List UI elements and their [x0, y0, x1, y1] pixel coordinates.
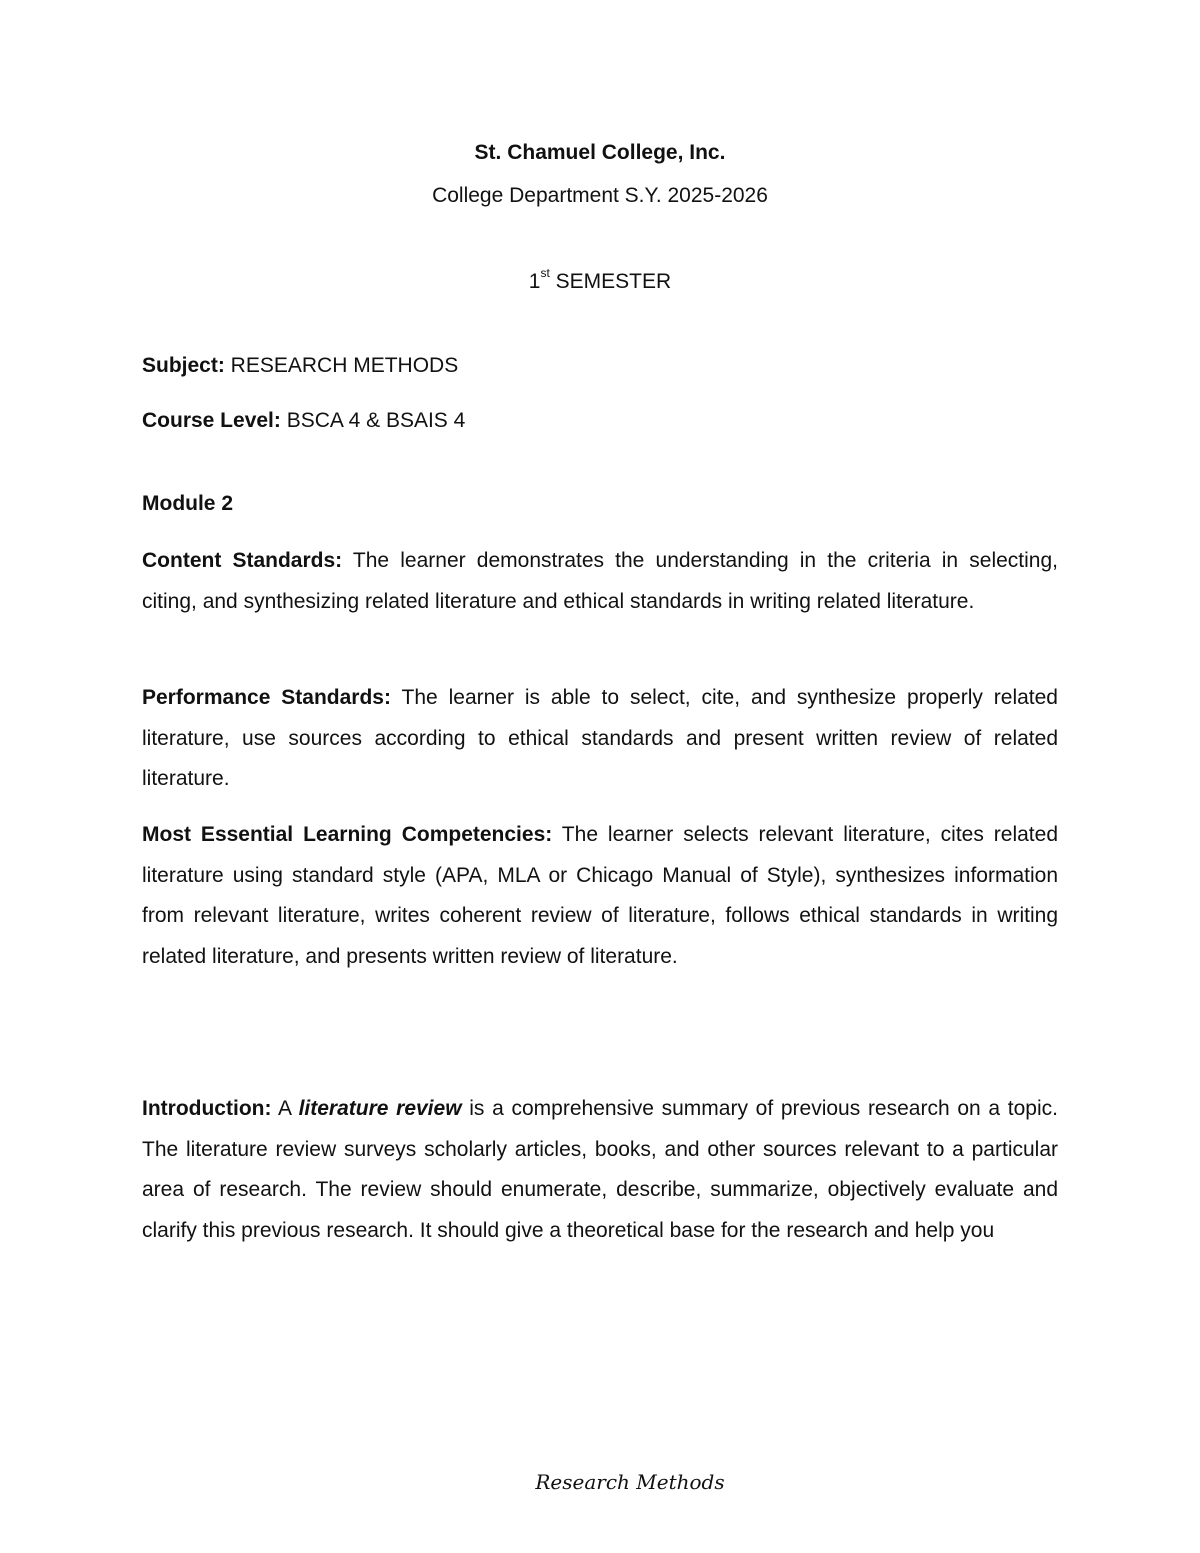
course-level-value: BSCA 4 & BSAIS 4 [280, 409, 466, 432]
introduction-paragraph [142, 1089, 1058, 1252]
department-line: College Department S.Y. 2025-2026 [432, 184, 768, 207]
introduction-text-before: A [271, 1097, 299, 1120]
content-standards-text: The learner demonstrates the understanding in the criteria in selecting, citing, and synthesizing related literature and ethical standards in writing related literature. [142, 549, 1058, 613]
course-level-label: Course Level: [142, 409, 281, 432]
melc-label: Most Essential Learning Competencies: [142, 823, 553, 846]
subject-line [142, 354, 1058, 378]
semester-suffix: st [540, 266, 550, 280]
page-footer: Research Methods [535, 1470, 725, 1494]
performance-standards-paragraph [142, 678, 1058, 800]
module-title: Module 2 [142, 492, 234, 515]
semester-line [0, 266, 1200, 294]
introduction-label: Introduction: [142, 1097, 272, 1120]
semester-label: SEMESTER [549, 270, 672, 293]
introduction-text-after: is a comprehensive summary of previous research on a topic. The literature review surveys scholarly articles, books, and other sources relevant to a particular area of research. The review should enumerate, describe, summarize, objectively evaluate and clarify this previous research. It should give a theoretical base for the research and help you [142, 1097, 1058, 1243]
content-standards-label: Content Standards: [142, 549, 343, 572]
melc-text: The learner selects relevant literature, cites related literature using standard style (APA, MLA or Chicago Manual of Style), synthesizes information from relevant literature, writes coherent review of literature, follows ethical standards in writing related literature, and presents written review of literature. [142, 823, 1058, 969]
performance-standards-text: The learner is able to select, cite, and synthesize properly related literature, use sources according to ethical standards and present written review of related literature. [142, 686, 1058, 791]
subject-label: Subject: [142, 354, 225, 377]
performance-standards-label: Performance Standards: [142, 686, 391, 709]
semester-number: 1 [528, 270, 541, 293]
course-level-line [142, 409, 1058, 433]
melc-paragraph [142, 815, 1058, 978]
subject-value: RESEARCH METHODS [224, 354, 459, 377]
introduction-emphasis: literature review [298, 1097, 462, 1120]
institution-name: St. Chamuel College, Inc. [474, 141, 726, 164]
content-standards-paragraph [142, 541, 1058, 622]
